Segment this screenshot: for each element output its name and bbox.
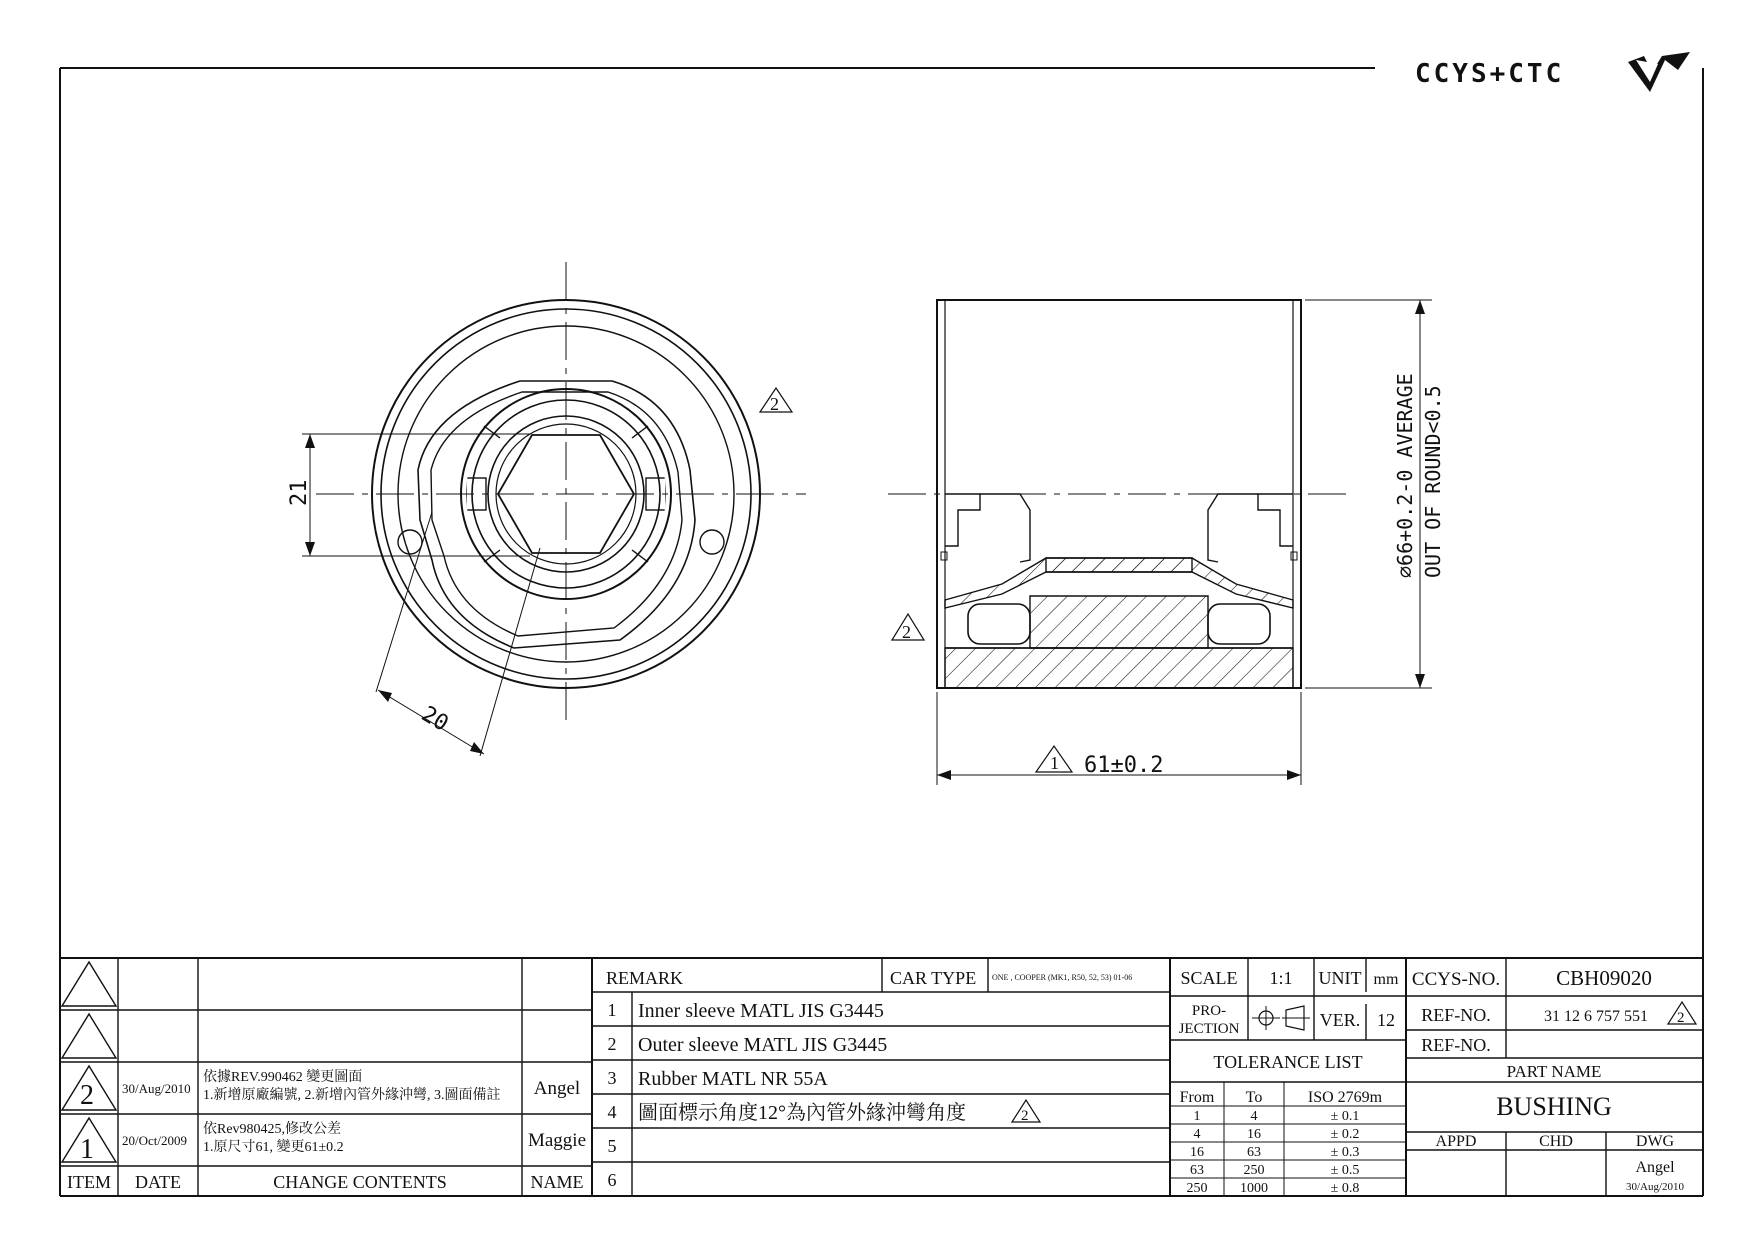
tolerance-row-from: 1 (1193, 1109, 1201, 1124)
revision-row-date: 20/Oct/2009 (122, 1133, 187, 1148)
remark-item-text: Outer sleeve MATL JIS G3445 (638, 1034, 888, 1056)
remark-item-no: 5 (607, 1136, 617, 1156)
tolerance-row-value: ± 0.5 (1330, 1163, 1360, 1178)
remark-item-text: 圖面標示角度12°為內管外緣沖彎角度 (638, 1102, 966, 1124)
header-change-contents: CHANGE CONTENTS (273, 1172, 447, 1192)
revision-row-content-line2: 1.新增原廠編號, 2.新增內管外緣沖彎, 3.圖面備註 (203, 1088, 501, 1103)
dwg-label: DWG (1635, 1133, 1675, 1150)
remark-item-no: 2 (607, 1034, 617, 1054)
remark-item4-rev-marker: 2 (1021, 1108, 1029, 1124)
remark-item-text: Inner sleeve MATL JIS G3445 (638, 1000, 884, 1022)
ccys-no-value: CBH09020 (1556, 966, 1652, 990)
scale-label: SCALE (1180, 968, 1238, 988)
dimension-20-label: 20 (416, 701, 453, 737)
tolerance-row-to: 4 (1250, 1109, 1258, 1124)
ref-no-label-2: REF-NO. (1421, 1035, 1491, 1055)
unit-value: mm (1373, 971, 1399, 988)
part-name-value: BUSHING (1496, 1092, 1612, 1121)
side-view (888, 300, 1445, 785)
tolerance-row-value: ± 0.3 (1330, 1145, 1360, 1160)
scale-value: 1:1 (1269, 968, 1293, 988)
car-type-label: CAR TYPE (890, 968, 977, 988)
logo-text: CCYS+CTC (1415, 59, 1565, 89)
dwg-date: 30/Aug/2010 (1625, 1181, 1685, 1193)
revision-row-item: 2 (80, 1080, 94, 1111)
remark-item-no: 3 (607, 1068, 617, 1088)
projection-label-2: JECTION (1178, 1021, 1240, 1037)
tolerance-row-to: 16 (1247, 1127, 1261, 1142)
tolerance-row-to: 250 (1243, 1163, 1265, 1178)
ccys-no-label: CCYS-NO. (1411, 969, 1501, 990)
dimension-length-label: 61±0.2 (1084, 753, 1164, 778)
rev-marker-length: 1 (1050, 753, 1059, 773)
unit-label: UNIT (1318, 968, 1362, 988)
revision-row-name: Angel (533, 1078, 581, 1099)
remark-header: REMARK (606, 968, 684, 988)
dimension-21-label: 21 (287, 479, 312, 506)
header-name: NAME (530, 1172, 584, 1192)
logo-mark-icon (1628, 52, 1690, 92)
dimension-roundness-label: OUT OF ROUND<0.5 (1421, 385, 1445, 578)
company-logo (1415, 52, 1690, 92)
tolerance-row-from: 63 (1190, 1163, 1204, 1178)
ref-no-label-1: REF-NO. (1421, 1005, 1491, 1025)
revision-row-item: 1 (80, 1134, 94, 1165)
remarks-table (606, 968, 1132, 1190)
ver-label: VER. (1319, 1010, 1361, 1030)
part-name-label: PART NAME (1506, 1062, 1602, 1081)
tolerance-row-from: 4 (1193, 1127, 1201, 1142)
revision-table (62, 962, 586, 1192)
remark-item-no: 1 (607, 1000, 617, 1020)
dwg-name: Angel (1635, 1159, 1675, 1176)
revision-row-content-line1: 依據REV.990462 變更圖面 (203, 1070, 363, 1085)
tolerance-row-from: 250 (1186, 1181, 1208, 1196)
car-type-value: ONE , COOPER (MK1, R50, 52, 53) 01-06 (992, 973, 1133, 982)
tolerance-col-iso: ISO 2769m (1307, 1089, 1383, 1106)
ref-no-rev-marker: 2 (1677, 1010, 1685, 1026)
revision-row-content-line1: 依Rev980425,修改公差 (203, 1122, 342, 1137)
ref-no-value-1: 31 12 6 757 551 (1544, 1008, 1648, 1025)
tolerance-row-from: 16 (1190, 1145, 1204, 1160)
appd-label: APPD (1435, 1133, 1477, 1150)
tolerance-title: TOLERANCE LIST (1213, 1052, 1363, 1072)
remark-item-no: 6 (607, 1170, 617, 1190)
revision-row-date: 30/Aug/2010 (122, 1081, 191, 1096)
sheet-border (60, 68, 1703, 1196)
ver-value: 12 (1377, 1010, 1395, 1030)
chd-label: CHD (1539, 1133, 1573, 1150)
projection-label-1: PRO- (1191, 1003, 1227, 1019)
revision-row-name: Maggie (527, 1130, 587, 1151)
header-date: DATE (135, 1172, 181, 1192)
projection-symbol-icon (1252, 1006, 1310, 1030)
revision-row-content-line2: 1.原尺寸61, 變更61±0.2 (203, 1140, 344, 1155)
remark-item-no: 4 (607, 1102, 617, 1122)
tolerance-row-value: ± 0.8 (1330, 1181, 1360, 1196)
rev-marker-side: 2 (902, 622, 911, 642)
front-view (287, 262, 806, 756)
tolerance-row-to: 1000 (1240, 1181, 1268, 1196)
tolerance-row-value: ± 0.1 (1330, 1109, 1360, 1124)
tolerance-col-from: From (1179, 1089, 1215, 1106)
dimension-diameter-label: ⌀66+0.2-0 AVERAGE (1393, 373, 1417, 578)
rev-marker-front: 2 (770, 394, 779, 414)
tolerance-row-value: ± 0.2 (1330, 1127, 1360, 1142)
tolerance-row-to: 63 (1247, 1145, 1261, 1160)
remark-item-text: Rubber MATL NR 55A (638, 1068, 828, 1090)
part-info-block (1412, 966, 1696, 1193)
header-item: ITEM (67, 1172, 111, 1192)
tolerance-col-to: To (1245, 1089, 1263, 1106)
